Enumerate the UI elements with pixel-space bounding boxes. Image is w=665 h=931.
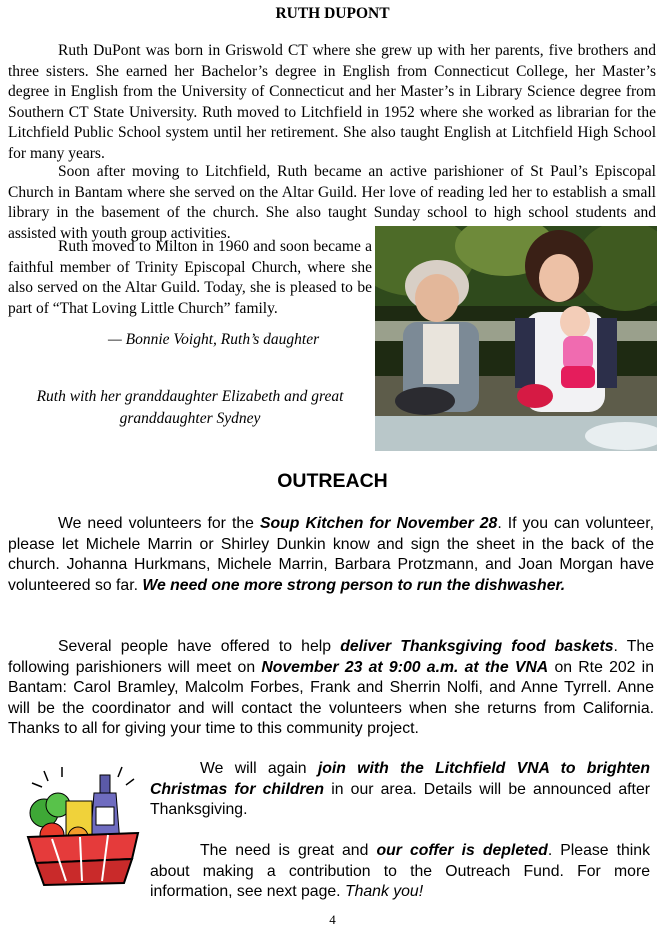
page-number: 4 [329,912,336,927]
outreach-paragraph-thanksgiving [8,637,654,740]
emphasis: November 23 at 9:00 a.m. at the VNA [261,658,549,676]
emphasis: our coffer is depleted [376,842,548,859]
emphasis: Soup Kitchen for November 28 [259,515,498,532]
ruth-paragraph-3: Ruth moved to Milton in 1960 and soon became a faithful member of Trinity Episcopal Church, where she also served on the Altar Guild. Today, she is pleased to be part of “That Loving Little Church” family. [8,238,372,317]
section-title-ruth-dupont: RUTH DUPONT [275,5,390,22]
text: on Rte 202 in Bantam: Carol Bramley, Malcolm Forbes, Frank and Sherrin Nolfi, and Anne Tyrrell. Anne will be the coordinator and will contact the volunteers when she returns from California. Thanks to all for giving your time to this community project. [8,658,654,738]
emphasis: join with the Litchfield VNA to brighten Christmas for children [150,760,650,798]
text: We need volunteers for the [58,515,260,532]
ruth-paragraph-1: Ruth DuPont was born in Griswold CT where she grew up with her parents, five brothers and three sisters. She earned her Bachelor’s degree in English from Connecticut College, her Master’s degree in English from the University of Connecticut and her Master’s in Library Science degree from Southern CT State University. Ruth moved to Litchfield in 1952 where she worked as librarian for the Litchfield Public School system until her retirement. She also taught English at Litchfield High School for many years. [8,42,656,162]
outreach-paragraph-fund [150,841,650,903]
emphasis: deliver Thanksgiving food baskets [340,638,614,655]
text: . Please think about making a contribution to the Outreach Fund. For more information, see next page. [150,842,650,901]
outreach-paragraph-christmas [150,759,650,821]
text: . The following parishioners will meet on [8,638,654,676]
text: . If you can volunteer, please let Michele Marrin or Shirley Dunkin know and sign the sheet in the back of the church. Johanna Hurkmans, Michele Marrin, Barbara Protzmann, and Joan Morgan have volunteered so far. [8,515,654,594]
outreach-paragraph-soup-kitchen [8,514,654,596]
photo-caption: Ruth with her granddaughter Elizabeth and great granddaughter Sydney [36,388,344,427]
section-title-outreach: OUTREACH [277,470,388,492]
text: in our area. Details will be announced after Thanksgiving. [150,780,650,819]
emphasis: We need one more strong person to run the dishwasher. [142,576,566,594]
attribution: — Bonnie Voight, Ruth’s daughter [108,331,320,348]
food-basket-illustration [22,763,144,891]
text: We will again [200,760,318,777]
family-photo [375,226,657,451]
ruth-paragraph-2: Soon after moving to Litchfield, Ruth became an active parishioner of St Paul’s Episcopal Church in Bantam where she served on the Altar Guild. Her love of reading led her to establish a small library in the basement of the church. She also taught Sunday school to high school students and assisted with youth group activities. [8,163,656,242]
text: Several people have offered to help [58,638,341,655]
text: The need is great and [200,842,377,859]
thank-you: Thank you! [344,883,424,901]
